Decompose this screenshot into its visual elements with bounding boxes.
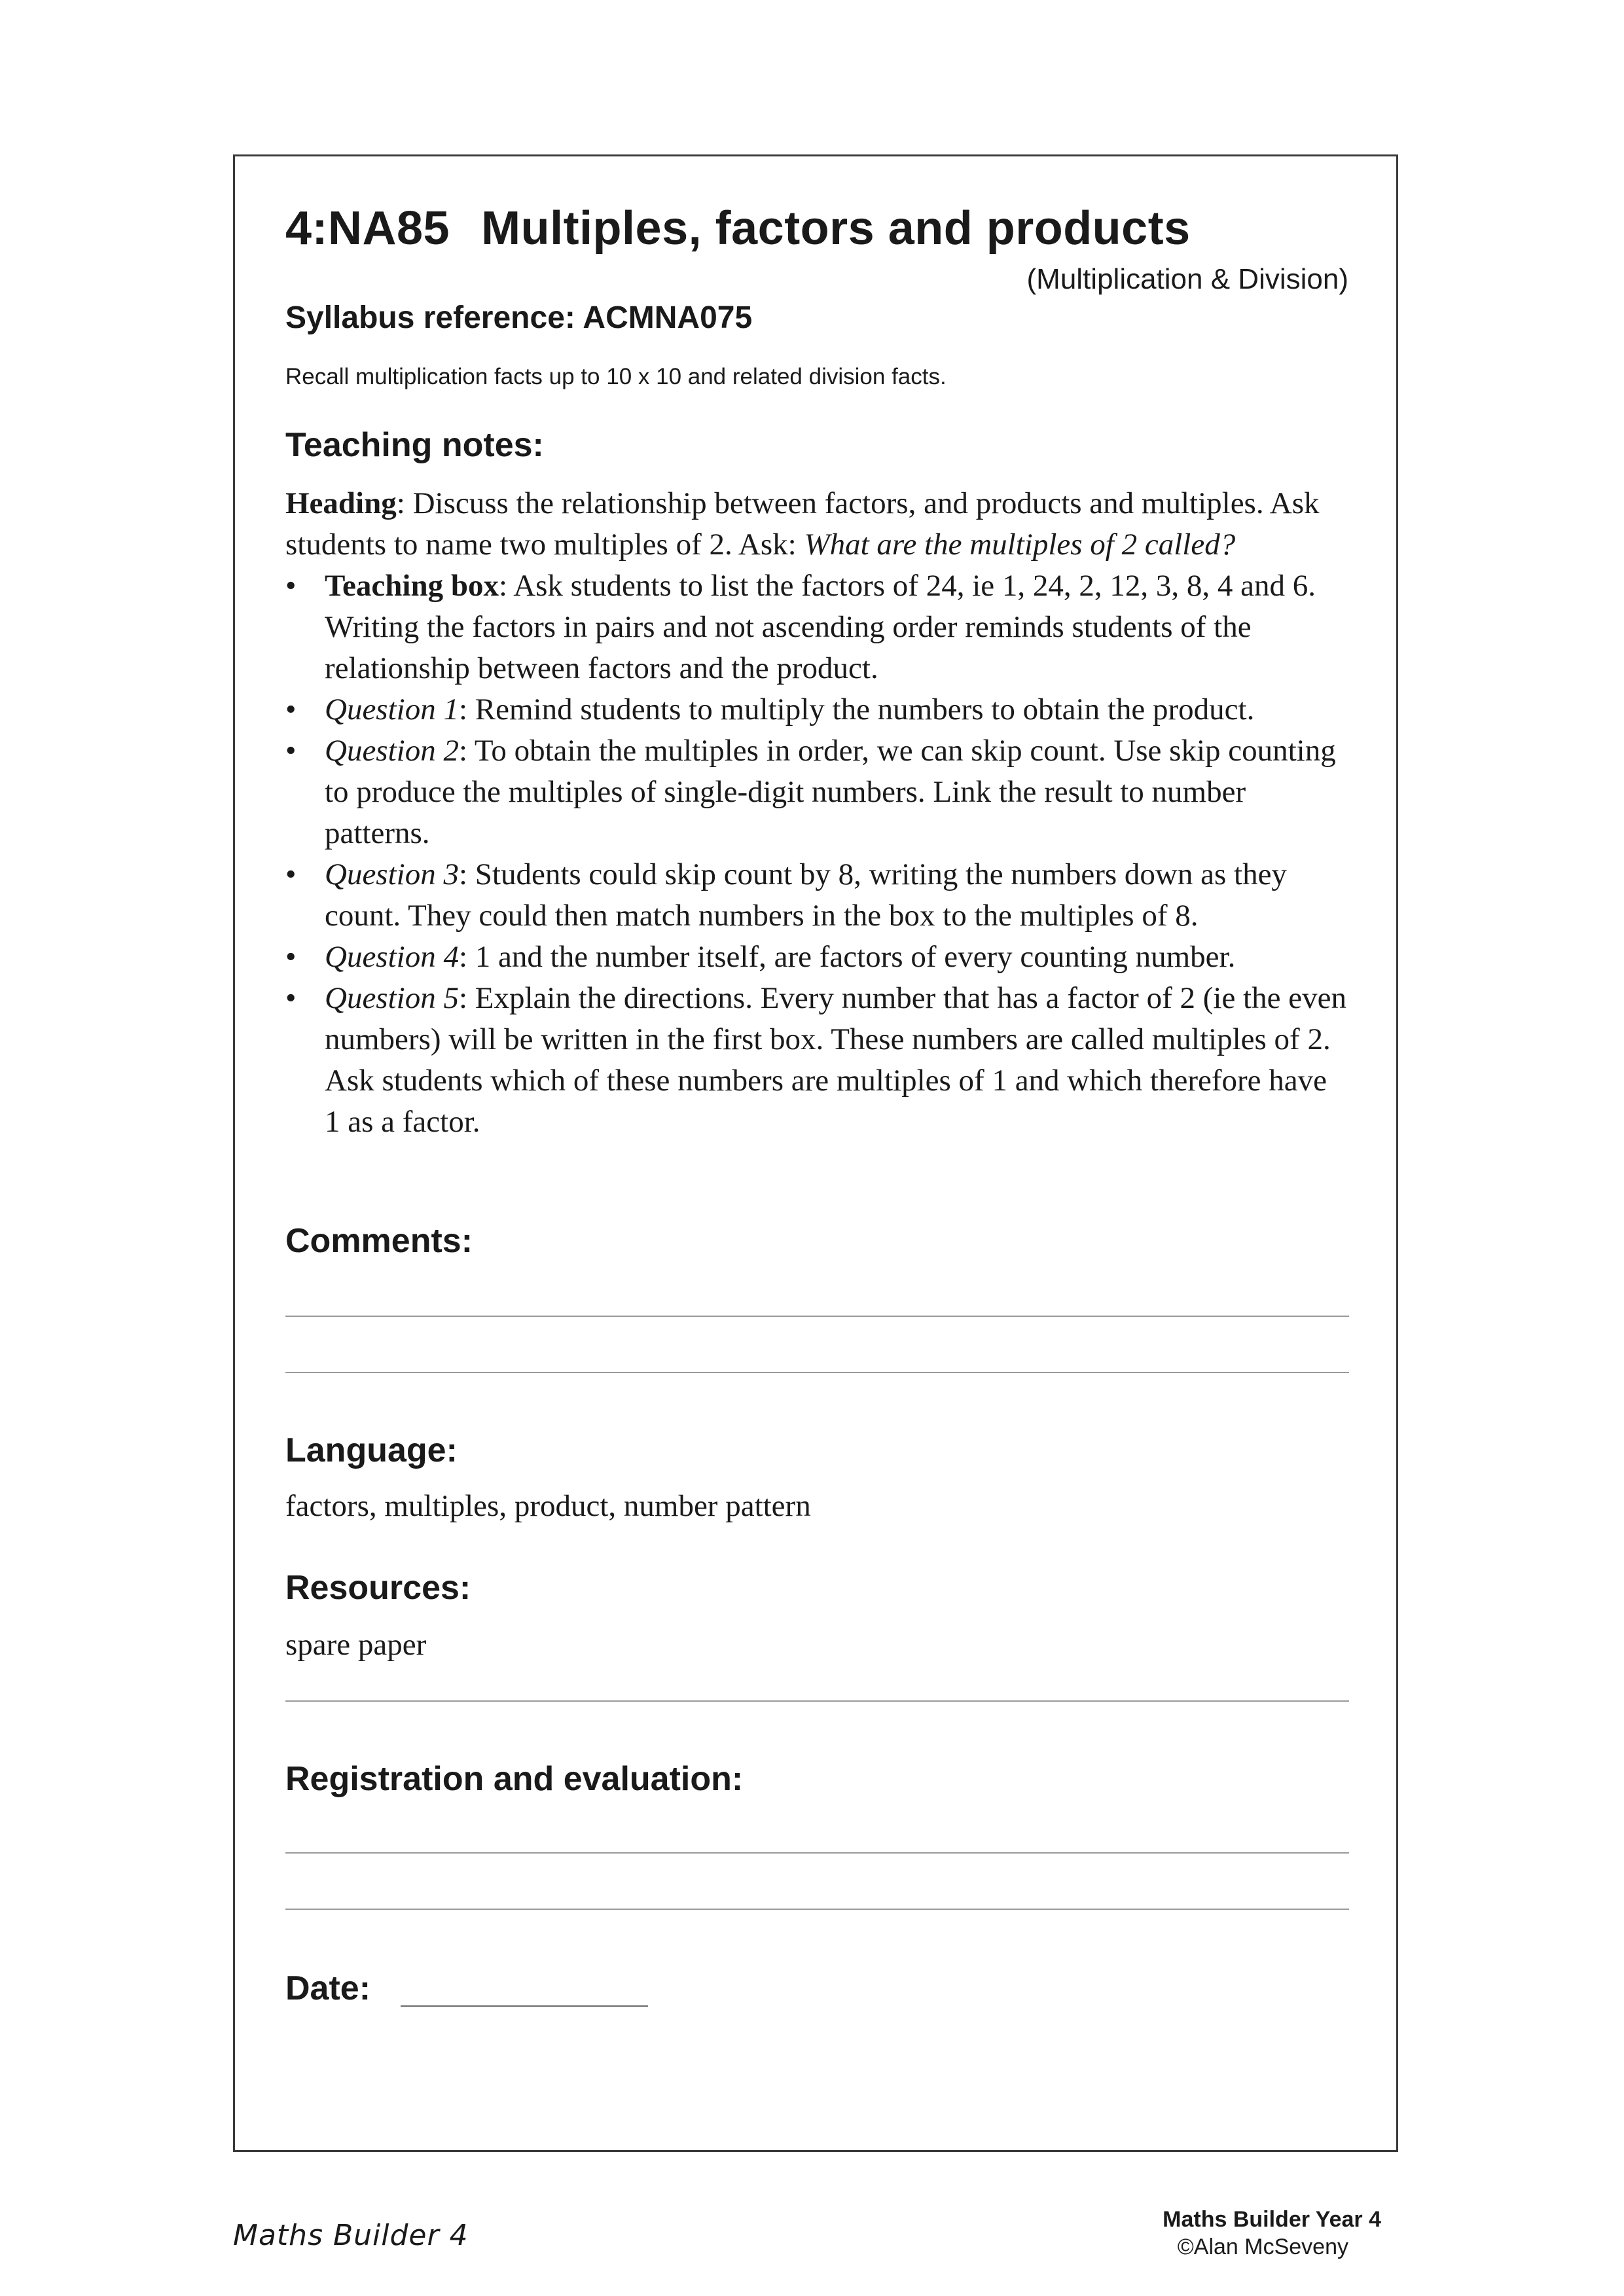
teaching-notes-heading: Teaching notes: [285, 426, 544, 464]
date-line[interactable] [401, 2005, 648, 2007]
intro-text: : Discuss the relationship between factors, and products and multiples. Ask students to name two multiples of 2. Ask: [285, 486, 1320, 562]
bullet-text: : Explain the directions. Every number that has a factor of 2 (ie the even numbers) will be written in the first box. These numbers are called multiples of 2. Ask students which of these numbers are multiples of 1 and which therefore have 1 as a factor. [325, 981, 1346, 1139]
bullet-text: : Students could skip count by 8, writing the numbers down as they count. They could then match numbers in the box to the multiples of 8. [325, 857, 1287, 933]
intro-label: Heading [285, 486, 397, 520]
date-label: Date: [285, 1969, 371, 2007]
resources-line[interactable] [285, 1700, 1349, 1702]
title-code: 4:NA85 [285, 202, 450, 255]
bullet-text: : To obtain the multiples in order, we can skip count. Use skip counting to produce the multiples of single-digit numbers. Link the result to number patterns. [325, 734, 1336, 850]
resources-heading: Resources: [285, 1569, 471, 1607]
bullet-text: : Remind students to multiply the numbers to obtain the product. [458, 692, 1255, 726]
intro-question: What are the multiples of 2 called? [804, 528, 1236, 562]
bullet-text: : 1 and the number itself, are factors of every counting number. [458, 940, 1236, 974]
bullet-label: Question 4 [325, 940, 459, 974]
registration-heading: Registration and evaluation: [285, 1760, 744, 1798]
resources-text: spare paper [285, 1628, 427, 1662]
bullet-teaching-box [285, 565, 1349, 689]
bullet-question-3 [285, 854, 1349, 937]
page-title [285, 202, 1191, 255]
bullet-text: : Ask students to list the factors of 24, ie 1, 24, 2, 12, 3, 8, 4 and 6. Writing the factors in pairs and not ascending order reminds students of the relationship between factors and the product. [325, 569, 1316, 685]
language-heading: Language: [285, 1431, 458, 1469]
registration-line-2[interactable] [285, 1909, 1349, 1910]
comments-heading: Comments: [285, 1222, 473, 1260]
outcome-description: Recall multiplication facts up to 10 x 10 and related division facts. [285, 364, 947, 389]
bullet-label: Question 3 [325, 857, 459, 891]
comments-line-2[interactable] [285, 1372, 1349, 1373]
bullet-question-1 [285, 689, 1349, 730]
teaching-notes [285, 483, 1349, 1143]
footer-copyright: ©Alan McSeveny [1177, 2234, 1348, 2259]
language-text: factors, multiples, product, number pattern [285, 1489, 811, 1523]
bullet-label: Question 1 [325, 692, 459, 726]
footer-book-name: Maths Builder 4 [233, 2219, 469, 2252]
bullet-question-4 [285, 937, 1349, 978]
bullet-label: Teaching box [325, 569, 499, 603]
bullet-question-5 [285, 978, 1349, 1143]
bullet-label: Question 5 [325, 981, 459, 1015]
bullet-question-2 [285, 730, 1349, 854]
syllabus-reference: Syllabus reference: ACMNA075 [285, 300, 753, 335]
footer-title: Maths Builder Year 4 [1163, 2207, 1381, 2232]
comments-line-1[interactable] [285, 1316, 1349, 1317]
subject-label: (Multiplication & Division) [1026, 263, 1348, 295]
registration-line-1[interactable] [285, 1852, 1349, 1854]
teaching-intro [285, 483, 1349, 565]
title-text: Multiples, factors and products [481, 202, 1191, 255]
bullet-label: Question 2 [325, 734, 459, 768]
teaching-bullet-list [285, 565, 1349, 1143]
